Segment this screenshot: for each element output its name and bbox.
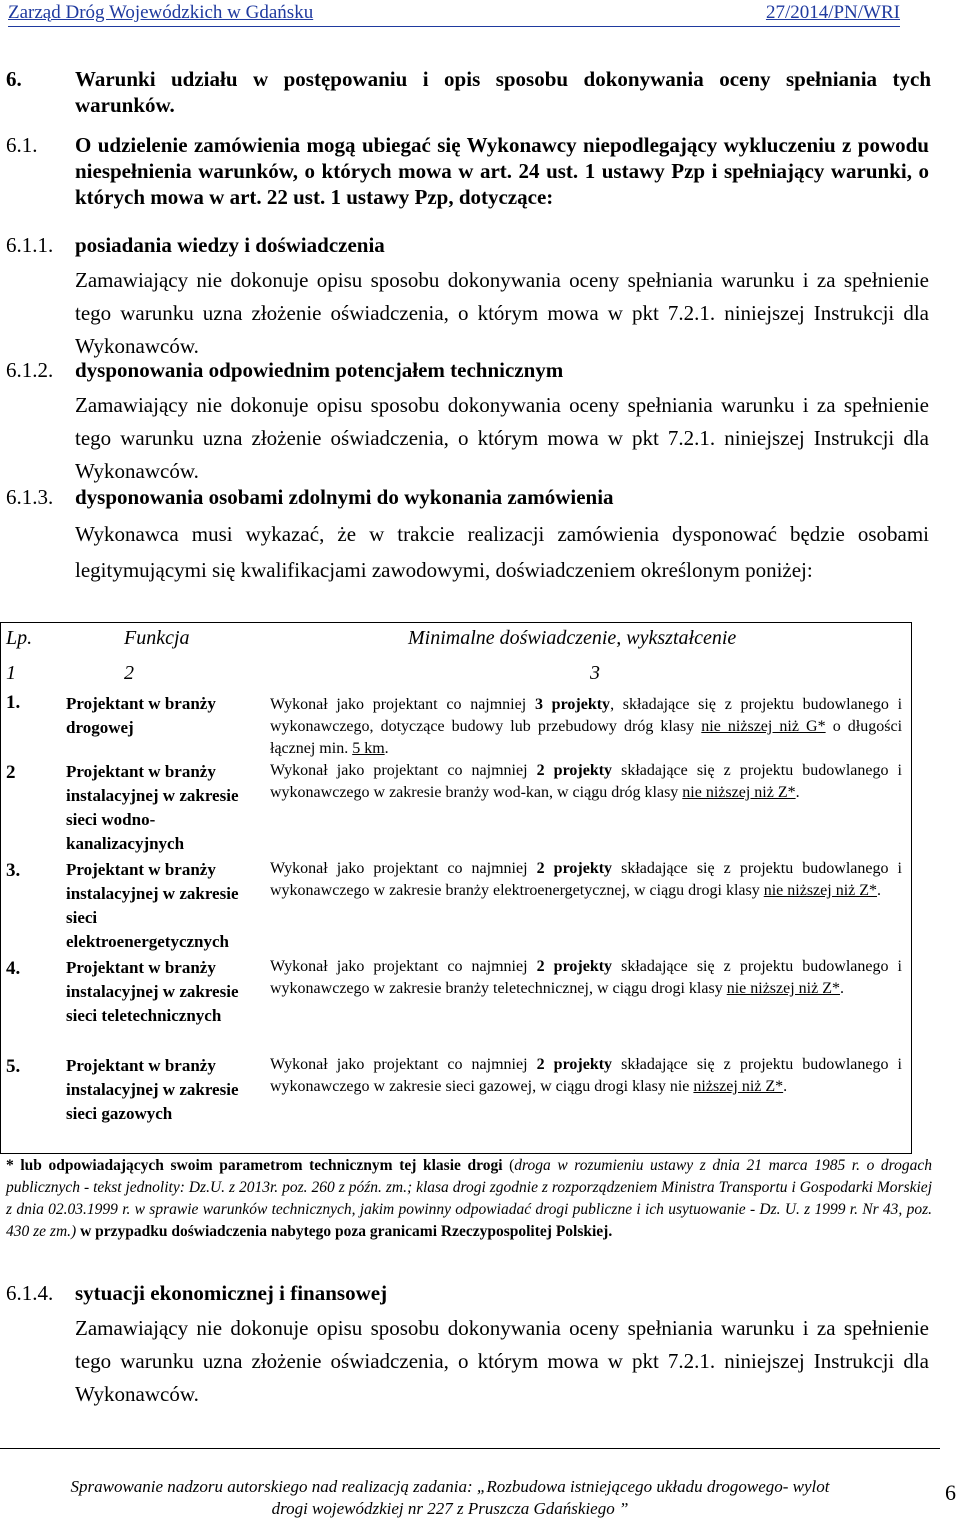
header-divider	[8, 26, 900, 27]
section-6-1-1-text: Zamawiający nie dokonuje opisu sposobu dokonywania oceny spełniania warunku i za spełnienie tego warunku uzna złożenie oświadczenia, o którym mowa w pkt 7.2.1. niniejszej Instrukcji dla Wykonawców.	[75, 268, 929, 358]
page-footer	[0, 1476, 900, 1520]
page-header	[0, 0, 960, 26]
section-6-title: Warunki udziału w postępowaniu i opis sposobu dokonywania oceny spełniania tych warunków.	[75, 67, 931, 117]
row-function: Projektant w branży instalacyjnej w zakresie sieci teletechnicznych	[66, 958, 239, 1025]
row-lp: 4.	[6, 958, 21, 979]
footer-line-1: Sprawowanie nadzoru autorskiego nad realizacją zadania: „Rozbudowa istniejącego układu drogowego- wylot	[70, 1477, 830, 1496]
table-colnum-1: 1	[6, 662, 16, 684]
footer-line-2: drogi wojewódzkiej nr 227 z Pruszcza Gdańskiego ”	[271, 1499, 629, 1518]
section-6-number: 6.	[6, 67, 22, 91]
row-description: Wykonał jako projektant co najmniej 2 projekty składające się z projektu budowlanego i wykonawczego w zakresie branży elektroenergetycznej, w ciągu drogi klasy nie niższej niż Z*.	[270, 860, 903, 899]
section-6-1-2-number: 6.1.2.	[6, 358, 54, 382]
row-lp: 3.	[6, 860, 21, 881]
row-lp: 5.	[6, 1056, 21, 1077]
row-description: Wykonał jako projektant co najmniej 3 projekty, składające się z projektu budowlanego i wykonawczego, dotyczące budowy lub przebudowy dróg klasy nie niższej niż G* o długości łącznej min. 5 km.	[270, 696, 903, 757]
table-header-lp: Lp.	[6, 627, 33, 649]
section-6-1-text: O udzielenie zamówienia mogą ubiegać się Wykonawcy niepodlegający wykluczeniu z powodu niespełnienia warunków, o których mowa w art. 24 ust. 1 ustawy Pzp i spełniający warunki, o których mowa w art. 22 ust. 1 ustawy Pzp, dotyczące:	[75, 133, 929, 209]
row-function: Projektant w branży instalacyjnej w zakresie sieci gazowych	[66, 1056, 239, 1123]
header-reference: 27/2014/PN/WRI	[765, 2, 900, 23]
qualification-table	[0, 622, 912, 1154]
section-6-1-3-number: 6.1.3.	[6, 485, 54, 509]
table-header-experience: Minimalne doświadczenie, wykształcenie	[408, 627, 737, 649]
section-6-1-1-title: posiadania wiedzy i doświadczenia	[75, 233, 385, 257]
row-function: Projektant w branży drogowej	[66, 694, 216, 737]
row-description: Wykonał jako projektant co najmniej 2 projekty składające się z projektu budowlanego i wykonawczego w zakresie sieci gazowej, w ciągu drogi klasy nie niższej niż Z*.	[270, 1056, 903, 1095]
footer-divider	[0, 1448, 940, 1449]
header-organization: Zarząd Dróg Wojewódzkich w Gdańsku	[8, 2, 314, 23]
section-6-1-4-number: 6.1.4.	[6, 1281, 54, 1305]
table-footnote: * lub odpowiadających swoim parametrom technicznym tej klasie drogi (droga w rozumieniu ustawy z dnia 21 marca 1985 r. o drogach publicznych - tekst jednolity: Dz.U. z 2013r. poz. 260 z późn. zm.; klasa drogi zgodnie z rozporządzeniem Ministra Transportu i Gospodarki Morskiej z dnia 02.03.1999 r. w sprawie warunków technicznych, jakim powinny odpowiadać drogi publiczne i ich usytuowanie - Dz. U. z 1999 r. Nr 43, poz. 430 ze zm.) w przypadku doświadczenia nabytego poza granicami Rzeczypospolitej Polskiej.	[6, 1157, 932, 1240]
table-colnum-2: 2	[124, 662, 134, 684]
page-number: 6	[945, 1480, 956, 1505]
row-description: Wykonał jako projektant co najmniej 2 projekty składające się z projektu budowlanego i wykonawczego w zakresie branży teletechnicznej, w ciągu drogi klasy nie niższej niż Z*.	[270, 958, 903, 997]
section-6-1-3-title: dysponowania osobami zdolnymi do wykonania zamówienia	[75, 485, 614, 509]
row-function: Projektant w branży instalacyjnej w zakresie sieci wodno-kanalizacyjnych	[66, 762, 239, 853]
row-function: Projektant w branży instalacyjnej w zakresie sieci elektroenergetycznych	[66, 860, 239, 951]
row-description: Wykonał jako projektant co najmniej 2 projekty składające się z projektu budowlanego i wykonawczego w zakresie branży wod-kan, w ciągu dróg klasy nie niższej niż Z*.	[270, 762, 903, 801]
section-6-1-2-text: Zamawiający nie dokonuje opisu sposobu dokonywania oceny spełniania warunku i za spełnienie tego warunku uzna złożenie oświadczenia, o którym mowa w pkt 7.2.1. niniejszej Instrukcji dla Wykonawców.	[75, 393, 929, 483]
table-colnum-3: 3	[590, 662, 600, 684]
section-6-1-1-number: 6.1.1.	[6, 233, 54, 257]
row-lp: 1.	[6, 692, 21, 713]
section-6-1-number: 6.1.	[6, 133, 38, 157]
section-6-1-2-title: dysponowania odpowiednim potencjałem technicznym	[75, 358, 564, 382]
row-lp: 2	[6, 762, 16, 783]
section-6-1-3-text: Wykonawca musi wykazać, że w trakcie realizacji zamówienia dysponować będzie osobami legitymującymi się kwalifikacjami zawodowymi, doświadczeniem określonym poniżej:	[75, 522, 929, 582]
section-6-1-4-title: sytuacji ekonomicznej i finansowej	[75, 1281, 388, 1305]
section-6-1-4-text: Zamawiający nie dokonuje opisu sposobu dokonywania oceny spełniania warunku i za spełnienie tego warunku uzna złożenie oświadczenia, o którym mowa w pkt 7.2.1. niniejszej Instrukcji dla Wykonawców.	[75, 1316, 929, 1406]
table-header-function: Funkcja	[124, 627, 190, 649]
